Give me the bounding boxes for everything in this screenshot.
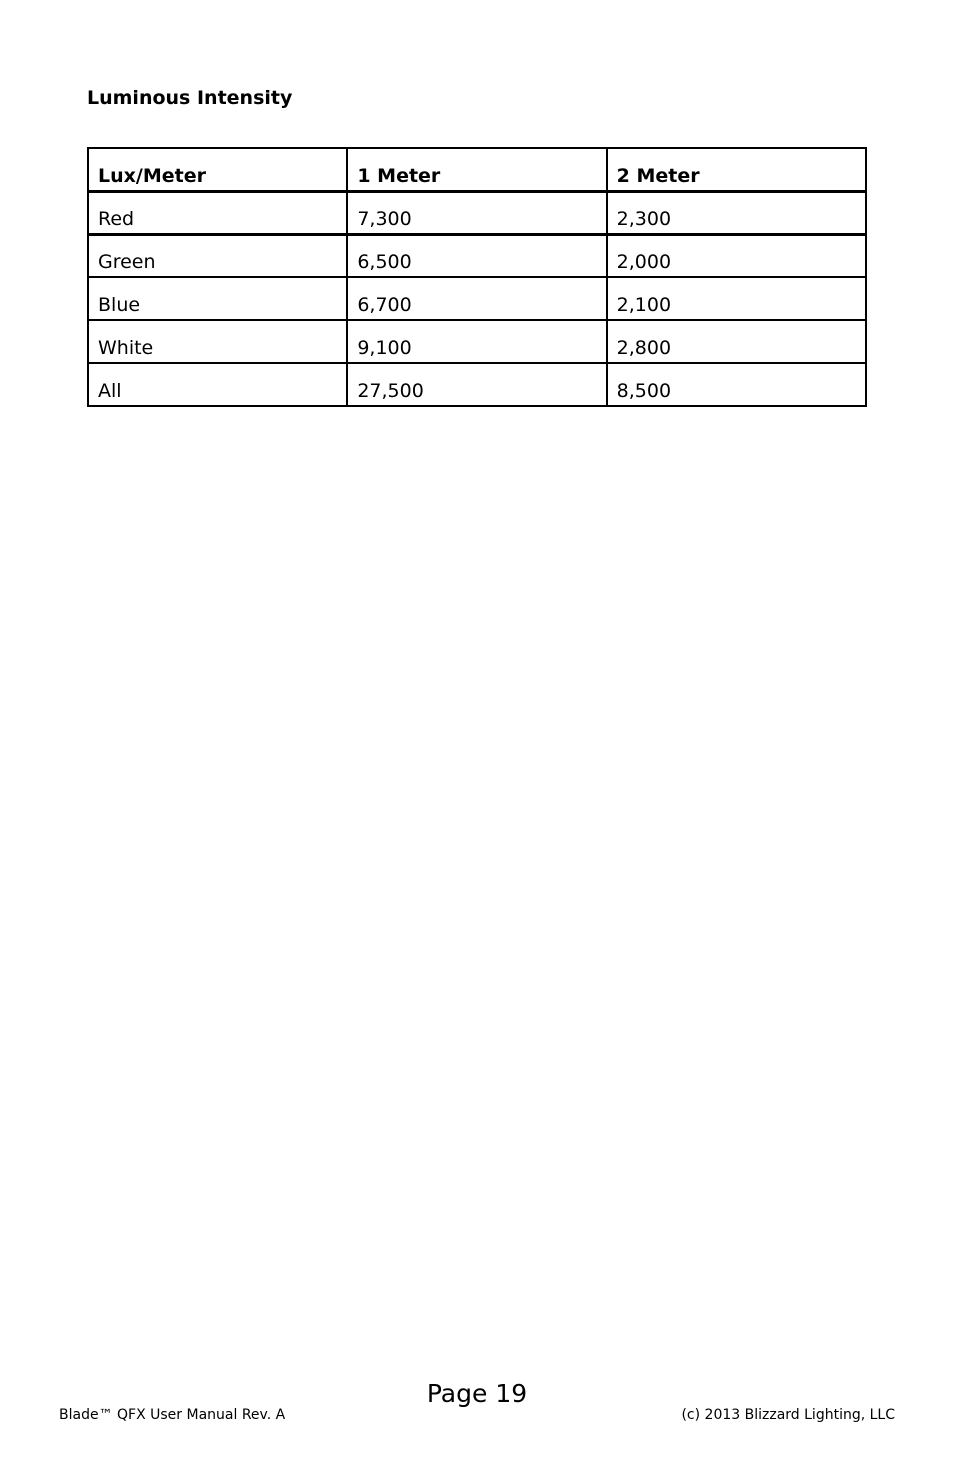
footer-copyright: (c) 2013 Blizzard Lighting, LLC — [681, 1407, 895, 1423]
table-cell: All — [88, 363, 347, 406]
table-row — [88, 363, 866, 406]
table-row — [88, 320, 866, 363]
table-header-row — [88, 148, 866, 191]
table-cell: 27,500 — [347, 363, 606, 406]
luminous-intensity-table — [87, 147, 867, 407]
table-cell: 9,100 — [347, 320, 606, 363]
table-cell: 7,300 — [347, 191, 606, 234]
header-cell-2-meter: 2 Meter — [607, 148, 866, 191]
table-cell: Blue — [88, 277, 347, 320]
table-cell: 2,100 — [607, 277, 866, 320]
table-cell: Green — [88, 234, 347, 277]
table-cell: White — [88, 320, 347, 363]
table-cell: 2,800 — [607, 320, 866, 363]
table-row — [88, 277, 866, 320]
table-cell: 2,300 — [607, 191, 866, 234]
table-cell: 2,000 — [607, 234, 866, 277]
table-cell: 6,500 — [347, 234, 606, 277]
table-cell: 6,700 — [347, 277, 606, 320]
table-row — [88, 191, 866, 234]
header-cell-lux-meter: Lux/Meter — [88, 148, 347, 191]
footer-manual-title: Blade™ QFX User Manual Rev. A — [59, 1407, 286, 1423]
table-row — [88, 234, 866, 277]
table-cell: 8,500 — [607, 363, 866, 406]
header-cell-1-meter: 1 Meter — [347, 148, 606, 191]
table-cell: Red — [88, 191, 347, 234]
section-title: Luminous Intensity — [87, 87, 293, 109]
page-number: Page 19 — [426, 1379, 528, 1408]
